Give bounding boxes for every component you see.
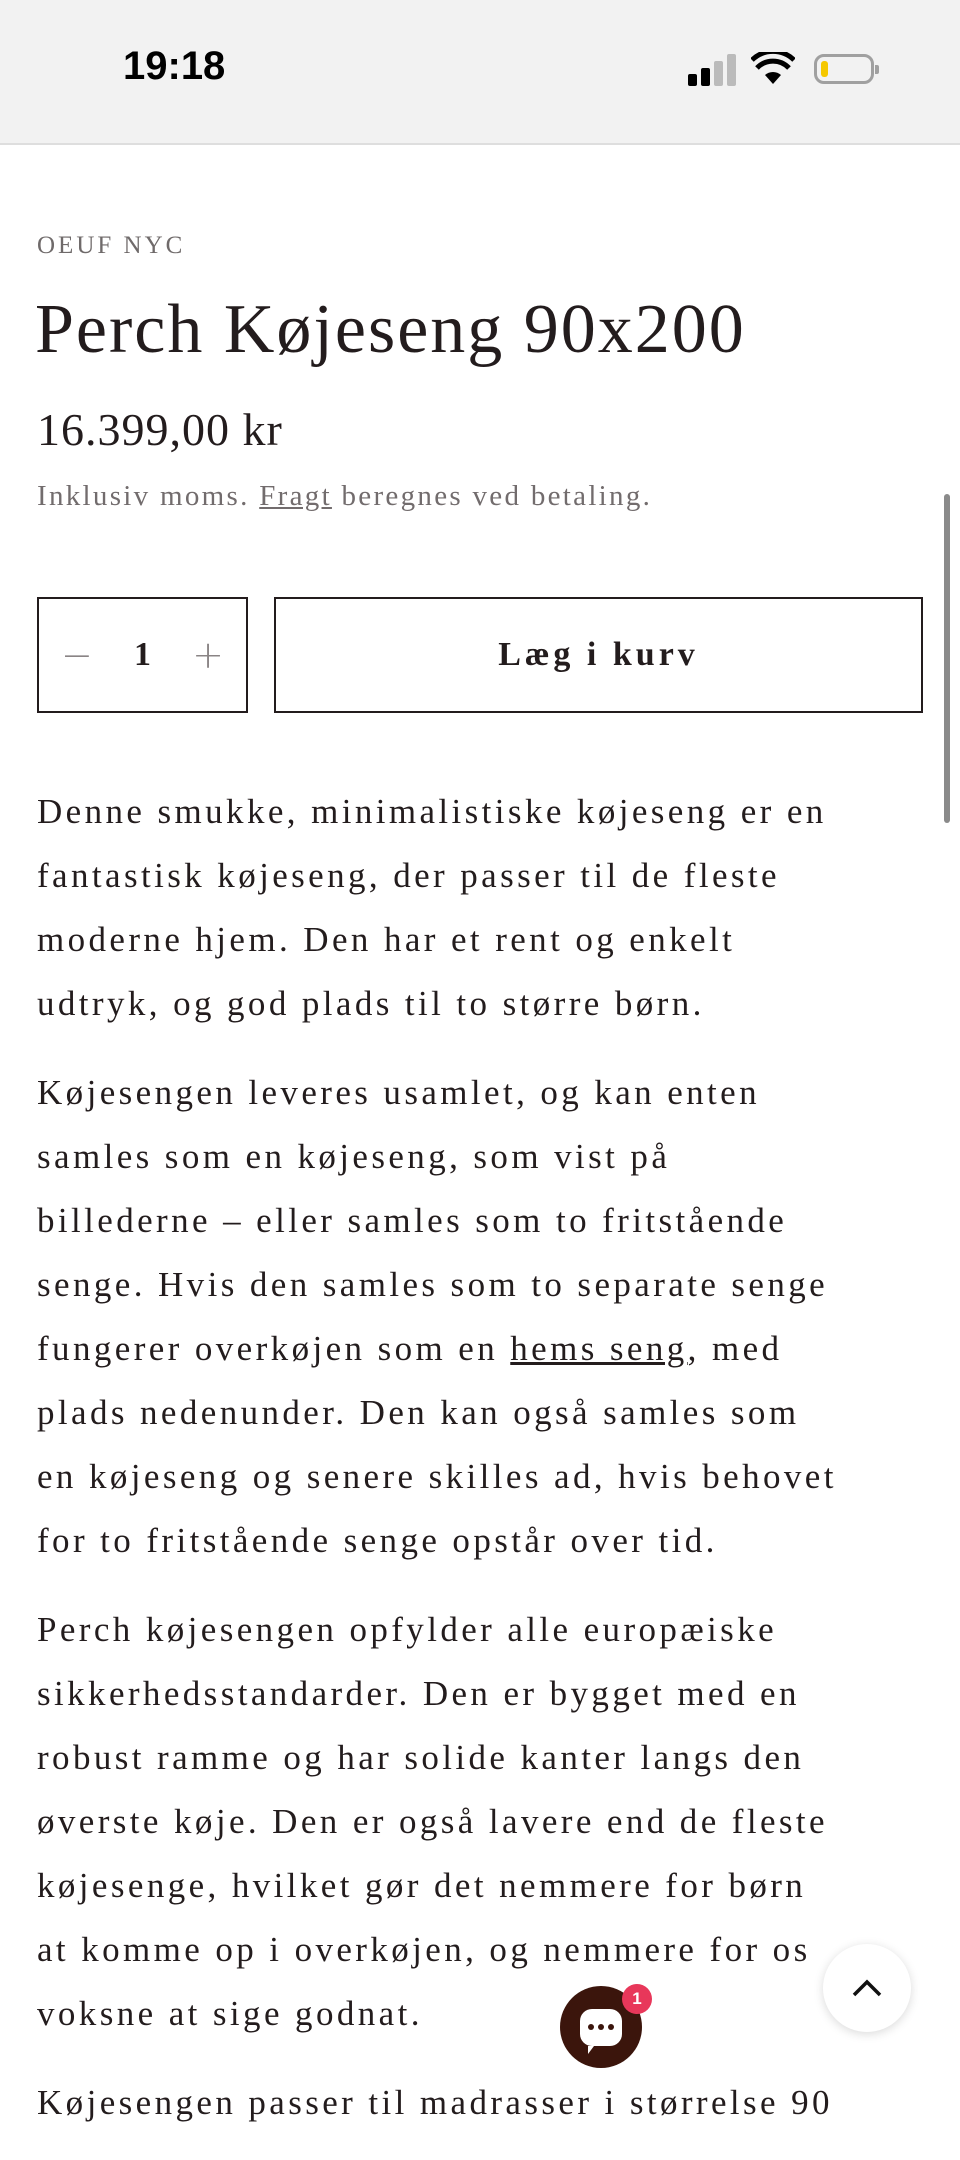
text-line: fantastisk køjeseng, der passer til de fleste (37, 856, 780, 895)
text-line: sikkerhedsstandarder. Den er bygget med en (37, 1674, 800, 1713)
text-line: øverste køje. Den er også lavere end de fleste (37, 1802, 828, 1841)
product-price: 16.399,00 kr (37, 404, 283, 455)
hems-seng-link[interactable]: hems seng (510, 1329, 688, 1368)
text-line: for to fritstående senge opstår over tid. (37, 1521, 718, 1560)
description-paragraph (37, 1598, 937, 2046)
cellular-signal-icon (688, 54, 736, 86)
quantity-stepper (37, 597, 248, 713)
wifi-icon (751, 52, 795, 86)
text-line: billederne – eller samles som to fritstående (37, 1201, 788, 1240)
product-description (37, 780, 937, 2160)
text-line: robust ramme og har solide kanter langs den (37, 1738, 805, 1777)
text-line: Køjesengen passer til madrasser i størrelse 90 (37, 2083, 833, 2122)
text-line: Perch køjesengen opfylder alle europæiske (37, 1610, 778, 1649)
text-line: samles som en køjeseng, som vist på (37, 1137, 671, 1176)
text-line: en køjeseng og senere skilles ad, hvis behovet (37, 1457, 837, 1496)
description-paragraph (37, 780, 937, 1036)
text-line: senge. Hvis den samles som to separate senge (37, 1265, 829, 1304)
battery-icon (814, 54, 874, 84)
chevron-up-icon (851, 1978, 883, 1998)
status-time: 19:18 (123, 44, 226, 88)
scrollbar[interactable] (944, 494, 950, 823)
text-line: Denne smukke, minimalistiske køjeseng er en (37, 792, 827, 831)
shipping-link[interactable]: Fragt (259, 480, 332, 512)
text-segment: fungerer overkøjen som en (37, 1329, 511, 1368)
tax-note (37, 480, 652, 513)
text-line: plads nedenunder. Den kan også samles som (37, 1393, 800, 1432)
text-line: voksne at sige godnat. (37, 1994, 423, 2033)
text-line: Køjesengen leveres usamlet, og kan enten (37, 1073, 761, 1112)
scroll-to-top-button[interactable] (823, 1944, 911, 2032)
text-line (37, 1317, 937, 1381)
product-vendor: OEUF NYC (37, 232, 186, 259)
quantity-input[interactable]: 1 (134, 636, 151, 673)
text-line: udtryk, og god plads til to større børn. (37, 984, 705, 1023)
text-line: køjesenge, hvilket gør det nemmere for børn (37, 1866, 807, 1905)
chat-notification-badge: 1 (622, 1984, 652, 2014)
tax-note-text-end: beregnes ved betaling. (331, 480, 653, 512)
chat-bubble-icon (580, 2009, 622, 2046)
add-to-cart-button[interactable]: Læg i kurv (274, 597, 923, 713)
increase-quantity-button[interactable]: + (192, 633, 224, 677)
status-bar (0, 0, 960, 145)
description-paragraph (37, 1061, 937, 1573)
text-line: at komme op i overkøjen, og nemmere for os (37, 1930, 811, 1969)
decrease-quantity-button[interactable]: − (61, 633, 93, 677)
product-title: Perch Køjeseng 90x200 (35, 291, 746, 368)
text-segment: , med (687, 1329, 783, 1368)
text-line: moderne hjem. Den har et rent og enkelt (37, 920, 736, 959)
tax-note-text: Inklusiv moms. (37, 480, 260, 512)
